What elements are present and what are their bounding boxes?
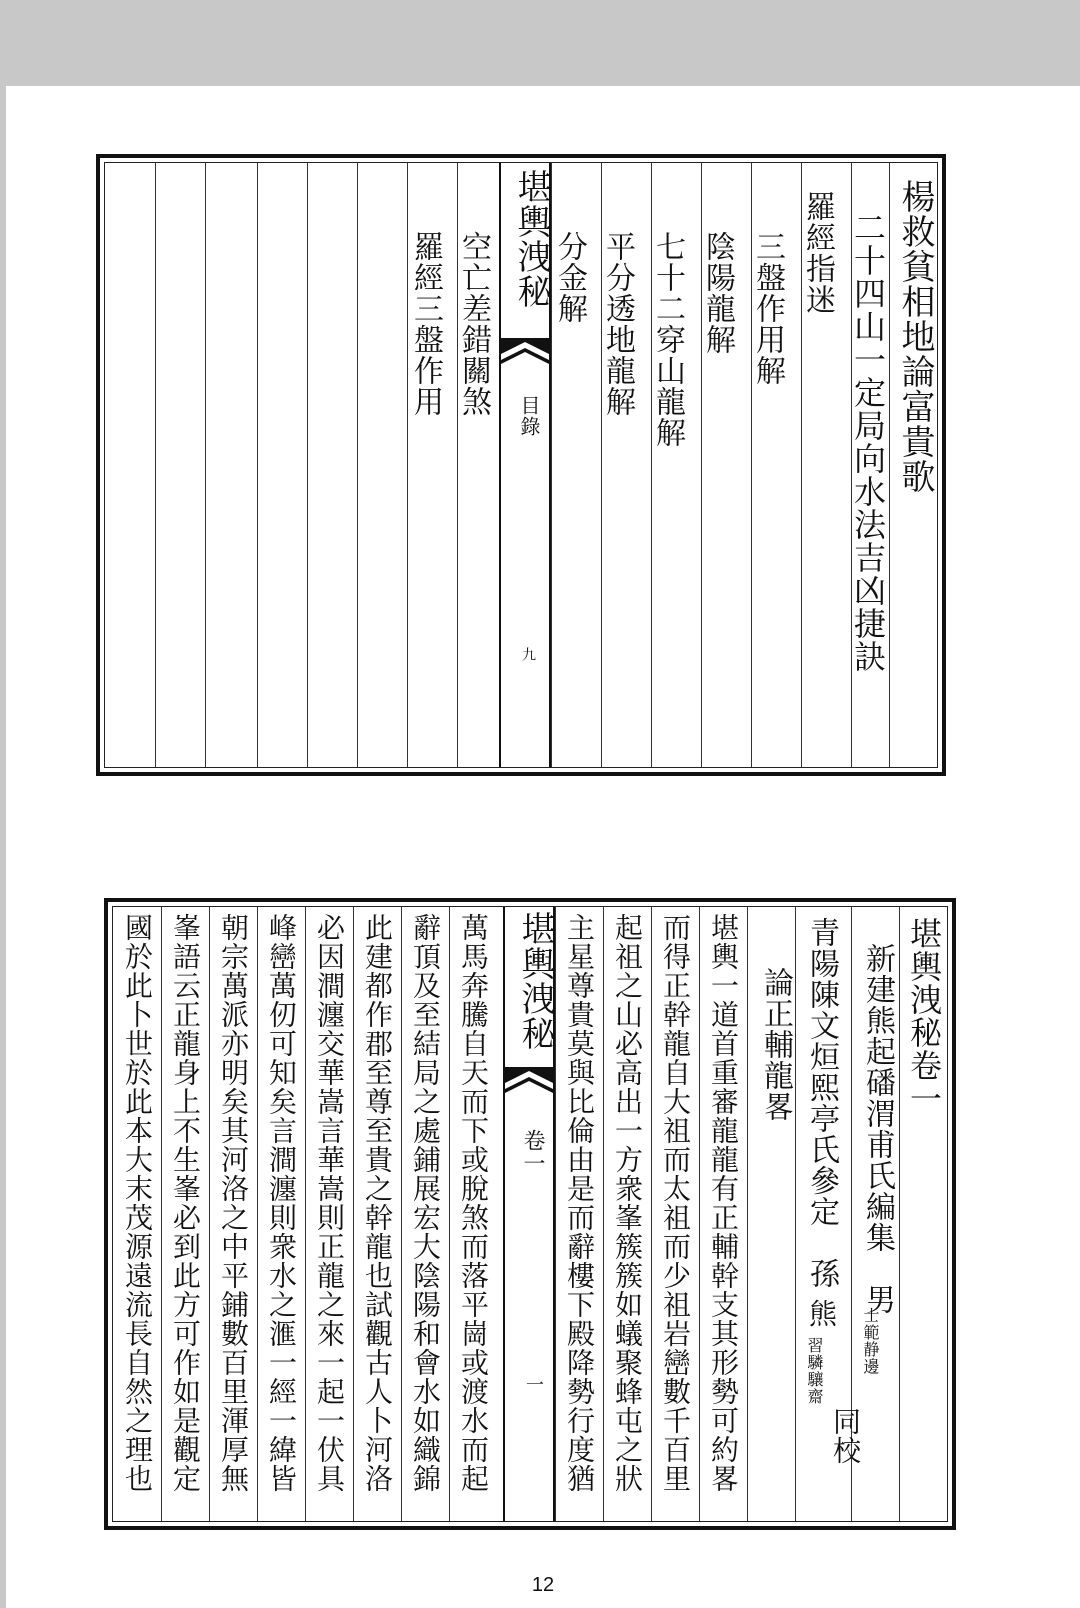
top-band-page: 九 [520,647,536,662]
toc-entry-2: 二十四山一定局向水法吉凶捷訣 [849,211,887,673]
toc-entry-10: 羅經三盤作用 [408,231,443,417]
editor-line: 青陽陳文烜熙亭氏參定 孫 [804,917,839,1289]
fish-tail-mark [501,338,549,378]
bottom-center-band [503,907,555,1521]
top-band-section: 目錄 [517,395,541,437]
toc-entry-5: 陰陽龍解 [700,231,735,355]
scanned-page [6,86,1080,1608]
bottom-band-title: 堪輿洩秘 [515,911,555,1051]
top-band-title: 堪輿洩秘 [511,169,551,309]
text-line-8: 必因澗瀍交華嵩言華嵩則正龍之來一起一伏具 [313,913,346,1493]
text-line-6: 辭頂及至結局之處鋪展宏大陰陽和會水如織錦 [409,913,442,1493]
toc-entry-8: 分金解 [552,231,587,324]
toc-entry-4: 三盤作用解 [750,231,785,386]
son-names: 士範静邊 [861,1307,880,1375]
section-heading: 論正輔龍畧 [758,967,793,1122]
top-text-block [96,154,946,776]
toc-entry-9: 空亡差錯關煞 [456,231,491,417]
text-line-3: 起祖之山必高出一方衆峯簇簇如蟻聚蜂屯之狀 [611,913,644,1493]
fish-tail-mark [505,1067,553,1107]
text-line-9: 峰巒萬仞可知矣言澗瀍則衆水之滙一經一緯皆 [265,913,298,1493]
grandson-surname: 熊 [805,1299,838,1328]
page-number: 12 [531,1574,555,1596]
toc-entry-6: 七十二穿山龍解 [650,231,685,448]
text-line-2: 而得正幹龍自大祖而太祖而少祖岩巒數千百里 [659,913,692,1493]
bottom-band-section: 卷一 [520,1129,545,1175]
bottom-band-page: 一 [523,1375,544,1394]
toc-entry-7: 平分透地龍解 [600,231,635,417]
text-line-5: 萬馬奔騰自天而下或脫煞而落平崗或渡水而起 [457,913,490,1493]
text-line-1: 堪輿一道首重審龍龍有正輔幹支其形勢可約畧 [707,913,740,1493]
text-line-10: 朝宗萬派亦明矣其河洛之中平鋪數百里渾厚無 [217,913,250,1493]
bottom-text-block [104,898,956,1530]
toc-entry-1: 楊救貧相地論富貴歌 [895,179,935,494]
grandson-names: 習驎驤齋 [805,1337,824,1405]
text-line-12: 國於此卜世於此本大末茂源遠流長自然之理也 [121,913,154,1493]
together-collated: 同校 [829,1407,862,1465]
toc-entry-3: 羅經指迷 [800,191,835,315]
bottom-block-grid [112,906,948,1522]
text-line-4: 主星尊貴莫與比倫由是而辭樓下殿降勢行度猶 [563,913,596,1493]
top-center-band [499,163,551,767]
volume-title: 堪輿洩秘卷一 [905,917,943,1115]
top-block-grid [104,162,938,768]
text-line-11: 峯語云正龍身上不生峯必到此方可作如是觀定 [169,913,202,1493]
text-line-7: 此建都作郡至尊至貴之幹龍也試觀古人卜河洛 [361,913,394,1493]
compiler-line: 新建熊起磻渭甫氏編集 男 [860,943,895,1315]
